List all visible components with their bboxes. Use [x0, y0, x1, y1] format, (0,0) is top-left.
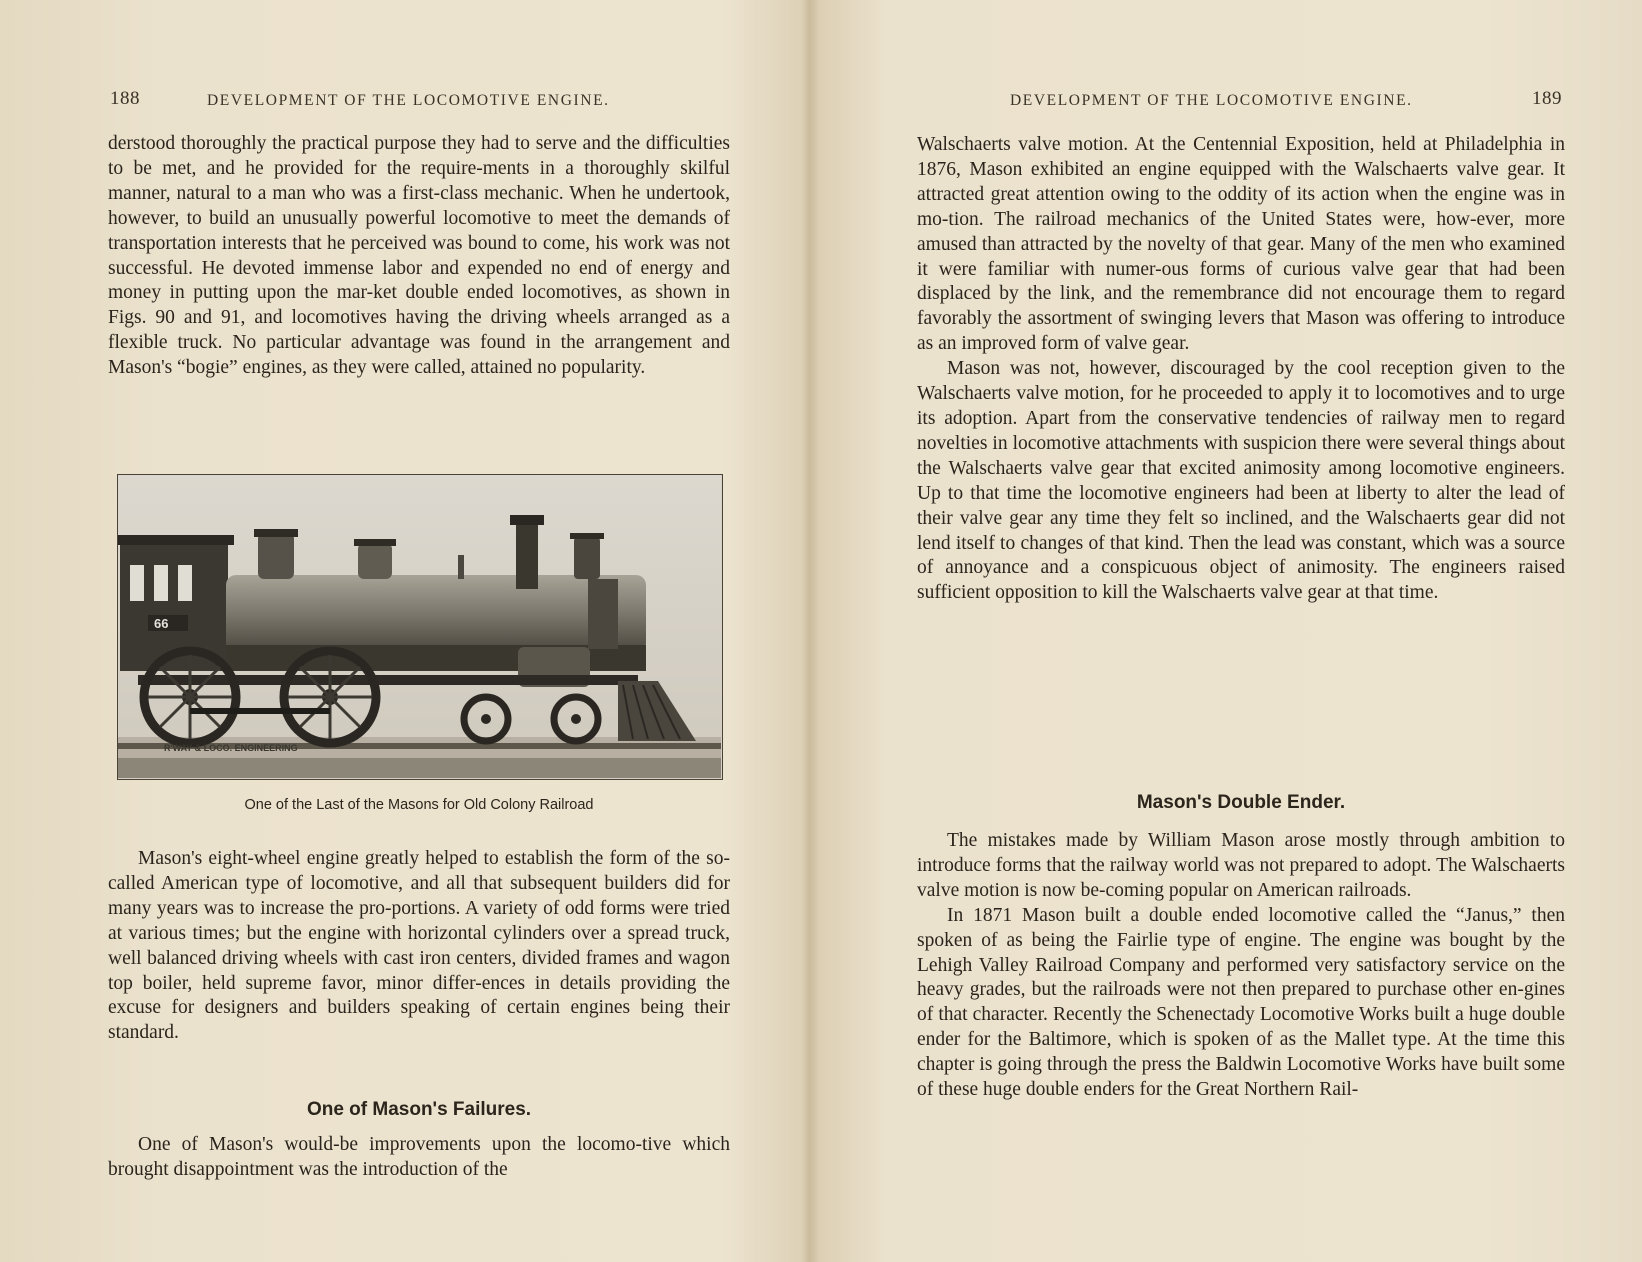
paragraph: Mason's eight-wheel engine greatly helped to establish the form of the so-called American type of locomotive, and all that subsequent builders did for many years was to increase the pro-portions. A variety of odd forms were tried at various times; but the engine with horizontal cylinders over a spread truck, well balanced driving wheels with cast iron centers, divided frames and wagon top boiler, held supreme favor, minor differ-ences in details providing the excuse for designers and builders speaking of certain engines being their standard. — [108, 848, 730, 1044]
left-page — [0, 0, 820, 1262]
paragraph: derstood thoroughly the practical purpose they had to serve and the difficulties to be met, and he provided for the require-ments in a thoroughly skilful manner, natural to a man who was a first-class mechanic. When he undertook, however, to build an unusually powerful locomotive to meet the demands of transportation interests that he perceived was bound to come, his work was not successful. He devoted immense labor and expended no end of energy and money in putting upon the mar-ket double ended locomotives, as shown in Figs. 90 and 91, and locomotives having the driving wheels arranged as a flexible truck. No particular advantage was found in the arrangement and Mason's “bogie” engines, as they were called, attained no popularity. — [108, 133, 730, 379]
header-title: DEVELOPMENT OF THE LOCOMOTIVE ENGINE. — [207, 92, 610, 109]
paragraph: Walschaerts valve motion. At the Centennial Exposition, held at Philadelphia in 1876, Mason exhibited an engine equipped with the Walschaerts valve gear. It attracted great attention owing to the oddity of its action when the engine was in mo-tion. The railroad mechanics of the United States were, how-ever, more amused than attracted by the novelty of that gear. Many of the men who examined it were familiar with numer-ous forms of curious valve gear that had been displaced by the link, and the remembrance did not encourage them to regard favorably the assortment of swinging levers that Mason was offering to introduce as an improved form of valve gear. — [917, 134, 1565, 355]
body-text-middle — [108, 847, 730, 1046]
section-heading: Mason's Double Ender. — [1136, 792, 1346, 813]
locomotive-illustration — [118, 475, 721, 778]
page-number: 189 — [1532, 88, 1562, 109]
header-title: DEVELOPMENT OF THE LOCOMOTIVE ENGINE. — [1010, 92, 1413, 109]
body-text-top — [917, 133, 1565, 606]
body-text-bottom — [108, 1133, 730, 1183]
paragraph: The mistakes made by William Mason arose mostly through ambition to introduce forms that the railway world was not prepared to adopt. The Walschaerts valve motion is now be-coming popular on American railroads. — [917, 830, 1565, 901]
engine-number: 66 — [154, 616, 169, 631]
paragraph: One of Mason's would-be improvements upon the locomo-tive which brought disappointment was the introduction of the — [108, 1134, 730, 1180]
photo-credit: R'WAY & LOCO. ENGINEERING — [164, 743, 298, 753]
running-header — [912, 88, 1562, 118]
paragraph: In 1871 Mason built a double ended locomotive called the “Janus,” then spoken of as being the Fairlie type of engine. The engine was bought by the Lehigh Valley Railroad Company and performed very satisfactory service on the heavy grades, but the railroads were not then prepared to purchase other en-gines of that character. Recently the Schenectady Locomotive Works built a huge double ender for the Baltimore, which is spoken of as the Mallet type. At the time this chapter is going through the press the Baldwin Locomotive Works have built some of these huge double enders for the Great Northern Rail- — [917, 904, 1565, 1101]
page-number: 188 — [110, 88, 140, 109]
figure-caption: One of the Last of the Masons for Old Colony Railroad — [244, 797, 594, 813]
locomotive-photo — [117, 474, 723, 780]
right-page — [822, 0, 1642, 1262]
body-text-top — [108, 132, 730, 381]
section-heading: One of Mason's Failures. — [306, 1099, 532, 1120]
paragraph: Mason was not, however, discouraged by the cool reception given to the Walschaerts valve motion, for he proceeded to apply it to locomotives and to urge its adoption. Apart from the conservative tendencies of railway men to regard novelties in locomotive attachments with suspicion there were several things about the Walschaerts valve gear that excited animosity among locomotive engineers. Up to that time the locomotive engineers had been at liberty to alter the lead of their valve gear any time they felt so inclined, and the Walschaerts gear did not lend itself to changes of that kind. Then the lead was constant, which was a source of annoyance and a conspicuous object of animosity. The engineers raised sufficient opposition to kill the Walschaerts valve gear at that time. — [917, 358, 1565, 604]
body-text-bottom — [917, 829, 1565, 1103]
running-header — [110, 88, 730, 118]
